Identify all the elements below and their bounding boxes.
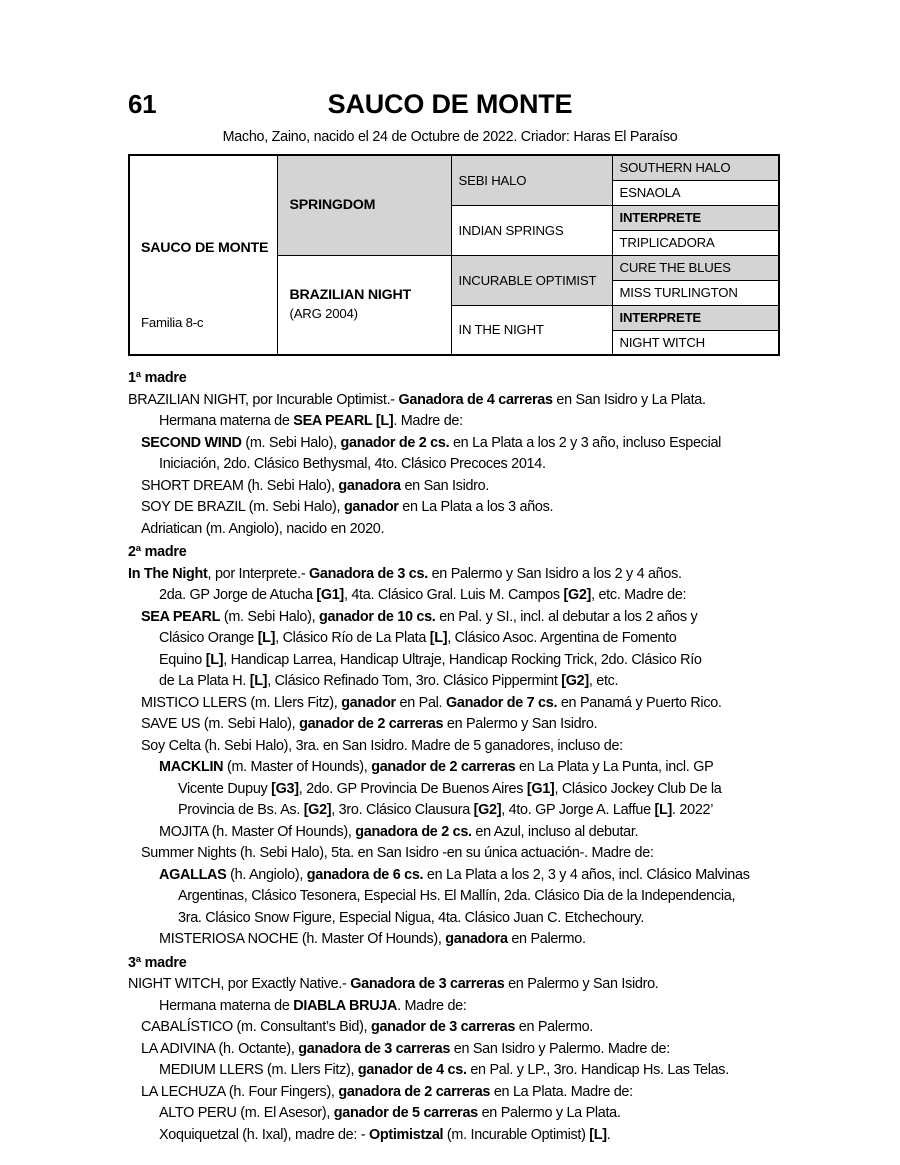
pedigree-family: Familia 8-c <box>141 315 204 330</box>
pedigree-line: Iniciación, 2do. Clásico Bethysmal, 4to. Clásico Precoces 2014. <box>159 456 546 472</box>
section-heading-madre2: 2ª madre <box>128 544 187 560</box>
pedigree-dd-d: NIGHT WITCH <box>612 330 779 355</box>
pedigree-text-content <box>0 368 900 1146</box>
pedigree-dam-sire: INCURABLE OPTIMIST <box>451 255 612 305</box>
pedigree-line: Equino [L], Handicap Larrea, Handicap Ultraje, Handicap Rocking Trick, 2do. Clásico Río <box>159 651 702 668</box>
pedigree-line: MISTERIOSA NOCHE (h. Master Of Hounds), ganadora en Palermo. <box>159 931 586 947</box>
horse-subtitle: Macho, Zaino, nacido el 24 de Octubre de 2022. Criador: Haras El Paraíso <box>222 129 678 145</box>
pedigree-line: Argentinas, Clásico Tesonera, Especial Hs. El Mallín, 2da. Clásico Dia de la Independencia, <box>178 888 736 904</box>
pedigree-dam-sub: (ARG 2004) <box>289 306 358 322</box>
pedigree-ds-s: CURE THE BLUES <box>612 255 779 280</box>
pedigree-line: CABALÍSTICO (m. Consultant’s Bid), ganador de 3 carreras en Palermo. <box>141 1019 594 1035</box>
pedigree-dam-cell <box>277 255 451 355</box>
pedigree-line: MACKLIN (m. Master of Hounds), ganador de 2 carreras en La Plata y La Punta, incl. GP <box>159 759 714 775</box>
pedigree-ss-d: ESNAOLA <box>612 180 779 205</box>
page-title: SAUCO DE MONTE <box>327 89 573 119</box>
pedigree-line: Hermana materna de SEA PEARL [L]. Madre de: <box>159 413 463 429</box>
pedigree-line: MOJITA (h. Master Of Hounds), ganadora de 2 cs. en Azul, incluso al debutar. <box>159 823 639 840</box>
pedigree-line: NIGHT WITCH, por Exactly Native.- Ganadora de 3 carreras en Palermo y San Isidro. <box>128 976 659 992</box>
pedigree-line: Soy Celta (h. Sebi Halo), 3ra. en San Isidro. Madre de 5 ganadores, incluso de: <box>141 737 623 754</box>
pedigree-line: Xoquiquetzal (h. Ixal), madre de: - Optimistzal (m. Incurable Optimist) [L]. <box>159 1126 611 1143</box>
pedigree-sire-dam: INDIAN SPRINGS <box>451 205 612 255</box>
pedigree-line: 2da. GP Jorge de Atucha [G1], 4ta. Clásico Gral. Luis M. Campos [G2], etc. Madre de: <box>159 587 687 603</box>
table-row <box>129 155 779 180</box>
pedigree-line: SEA PEARL (m. Sebi Halo), ganador de 10 cs. en Pal. y SI., incl. al debutar a los 2 años y <box>141 608 698 625</box>
pedigree-ss-s: SOUTHERN HALO <box>612 155 779 180</box>
pedigree-line: LA ADIVINA (h. Octante), ganadora de 3 carreras en San Isidro y Palermo. Madre de: <box>141 1040 670 1057</box>
pedigree-line: de La Plata H. [L], Clásico Refinado Tom, 3ro. Clásico Pippermint [G2], etc. <box>159 673 619 689</box>
pedigree-ds-d: MISS TURLINGTON <box>612 280 779 305</box>
pedigree-line: SOY DE BRAZIL (m. Sebi Halo), ganador en La Plata a los 3 años. <box>141 499 554 515</box>
pedigree-sire-sire: SEBI HALO <box>451 155 612 205</box>
section-heading-madre3: 3ª madre <box>128 954 187 971</box>
pedigree-line: 3ra. Clásico Snow Figure, Especial Nigua, 4ta. Clásico Juan C. Etchechoury. <box>178 909 644 926</box>
pedigree-table <box>128 154 780 356</box>
pedigree-line: In The Night, por Interprete.- Ganadora de 3 cs. en Palermo y San Isidro a los 2 y 4 años. <box>128 565 682 582</box>
pedigree-sd-s: INTERPRETE <box>612 205 779 230</box>
madre2-lines <box>128 564 788 951</box>
pedigree-line: AGALLAS (h. Angiolo), ganadora de 6 cs. en La Plata a los 2, 3 y 4 años, incl. Clásico Malvinas <box>159 866 750 883</box>
madre1-lines <box>128 390 788 541</box>
pedigree-table-wrapper <box>0 154 900 356</box>
pedigree-dam-dam: IN THE NIGHT <box>451 305 612 355</box>
madre3-lines <box>128 974 788 1146</box>
pedigree-line: Summer Nights (h. Sebi Halo), 5ta. en San Isidro -en su única actuación-. Madre de: <box>141 845 654 861</box>
pedigree-line: SECOND WIND (m. Sebi Halo), ganador de 2 cs. en La Plata a los 2 y 3 año, incluso Especial <box>141 434 722 451</box>
pedigree-self-name: SAUCO DE MONTE <box>141 240 269 256</box>
pedigree-line: ALTO PERU (m. El Asesor), ganador de 5 carreras en Palermo y La Plata. <box>159 1105 621 1121</box>
pedigree-line: MISTICO LLERS (m. Llers Fitz), ganador en Pal. Ganador de 7 cs. en Panamá y Puerto Rico. <box>141 694 722 711</box>
pedigree-line: LA LECHUZA (h. Four Fingers), ganadora de 2 carreras en La Plata. Madre de: <box>141 1083 633 1100</box>
page-header <box>0 88 900 124</box>
pedigree-line: SAVE US (m. Sebi Halo), ganador de 2 carreras en Palermo y San Isidro. <box>141 716 598 732</box>
pedigree-dam-name: BRAZILIAN NIGHT <box>289 287 412 304</box>
pedigree-sire-name: SPRINGDOM <box>289 196 376 213</box>
pedigree-line: Adriatican (m. Angiolo), nacido en 2020. <box>141 520 385 537</box>
pedigree-line: MEDIUM LLERS (m. Llers Fitz), ganador de 4 cs. en Pal. y LP., 3ro. Handicap Hs. Las Telas. <box>159 1062 729 1078</box>
pedigree-sd-d: TRIPLICADORA <box>612 230 779 255</box>
pedigree-line: Hermana materna de DIABLA BRUJA. Madre de: <box>159 997 467 1014</box>
pedigree-line: Vicente Dupuy [G3], 2do. GP Provincia De Buenos Aires [G1], Clásico Jockey Club De la <box>178 780 722 797</box>
catalog-number: 61 <box>128 89 157 119</box>
pedigree-line: BRAZILIAN NIGHT, por Incurable Optimist.- Ganadora de 4 carreras en San Isidro y La Plata. <box>128 391 706 408</box>
pedigree-line: Provincia de Bs. As. [G2], 3ro. Clásico Clausura [G2], 4to. GP Jorge A. Laffue [L]. 2022’ <box>178 802 714 818</box>
pedigree-line: Clásico Orange [L], Clásico Río de La Plata [L], Clásico Asoc. Argentina de Fomento <box>159 630 677 646</box>
pedigree-sire-cell <box>277 155 451 255</box>
pedigree-line: SHORT DREAM (h. Sebi Halo), ganadora en San Isidro. <box>141 477 490 494</box>
pedigree-self-cell <box>129 155 277 355</box>
section-heading-madre1: 1ª madre <box>128 370 187 386</box>
pedigree-dd-s: INTERPRETE <box>612 305 779 330</box>
